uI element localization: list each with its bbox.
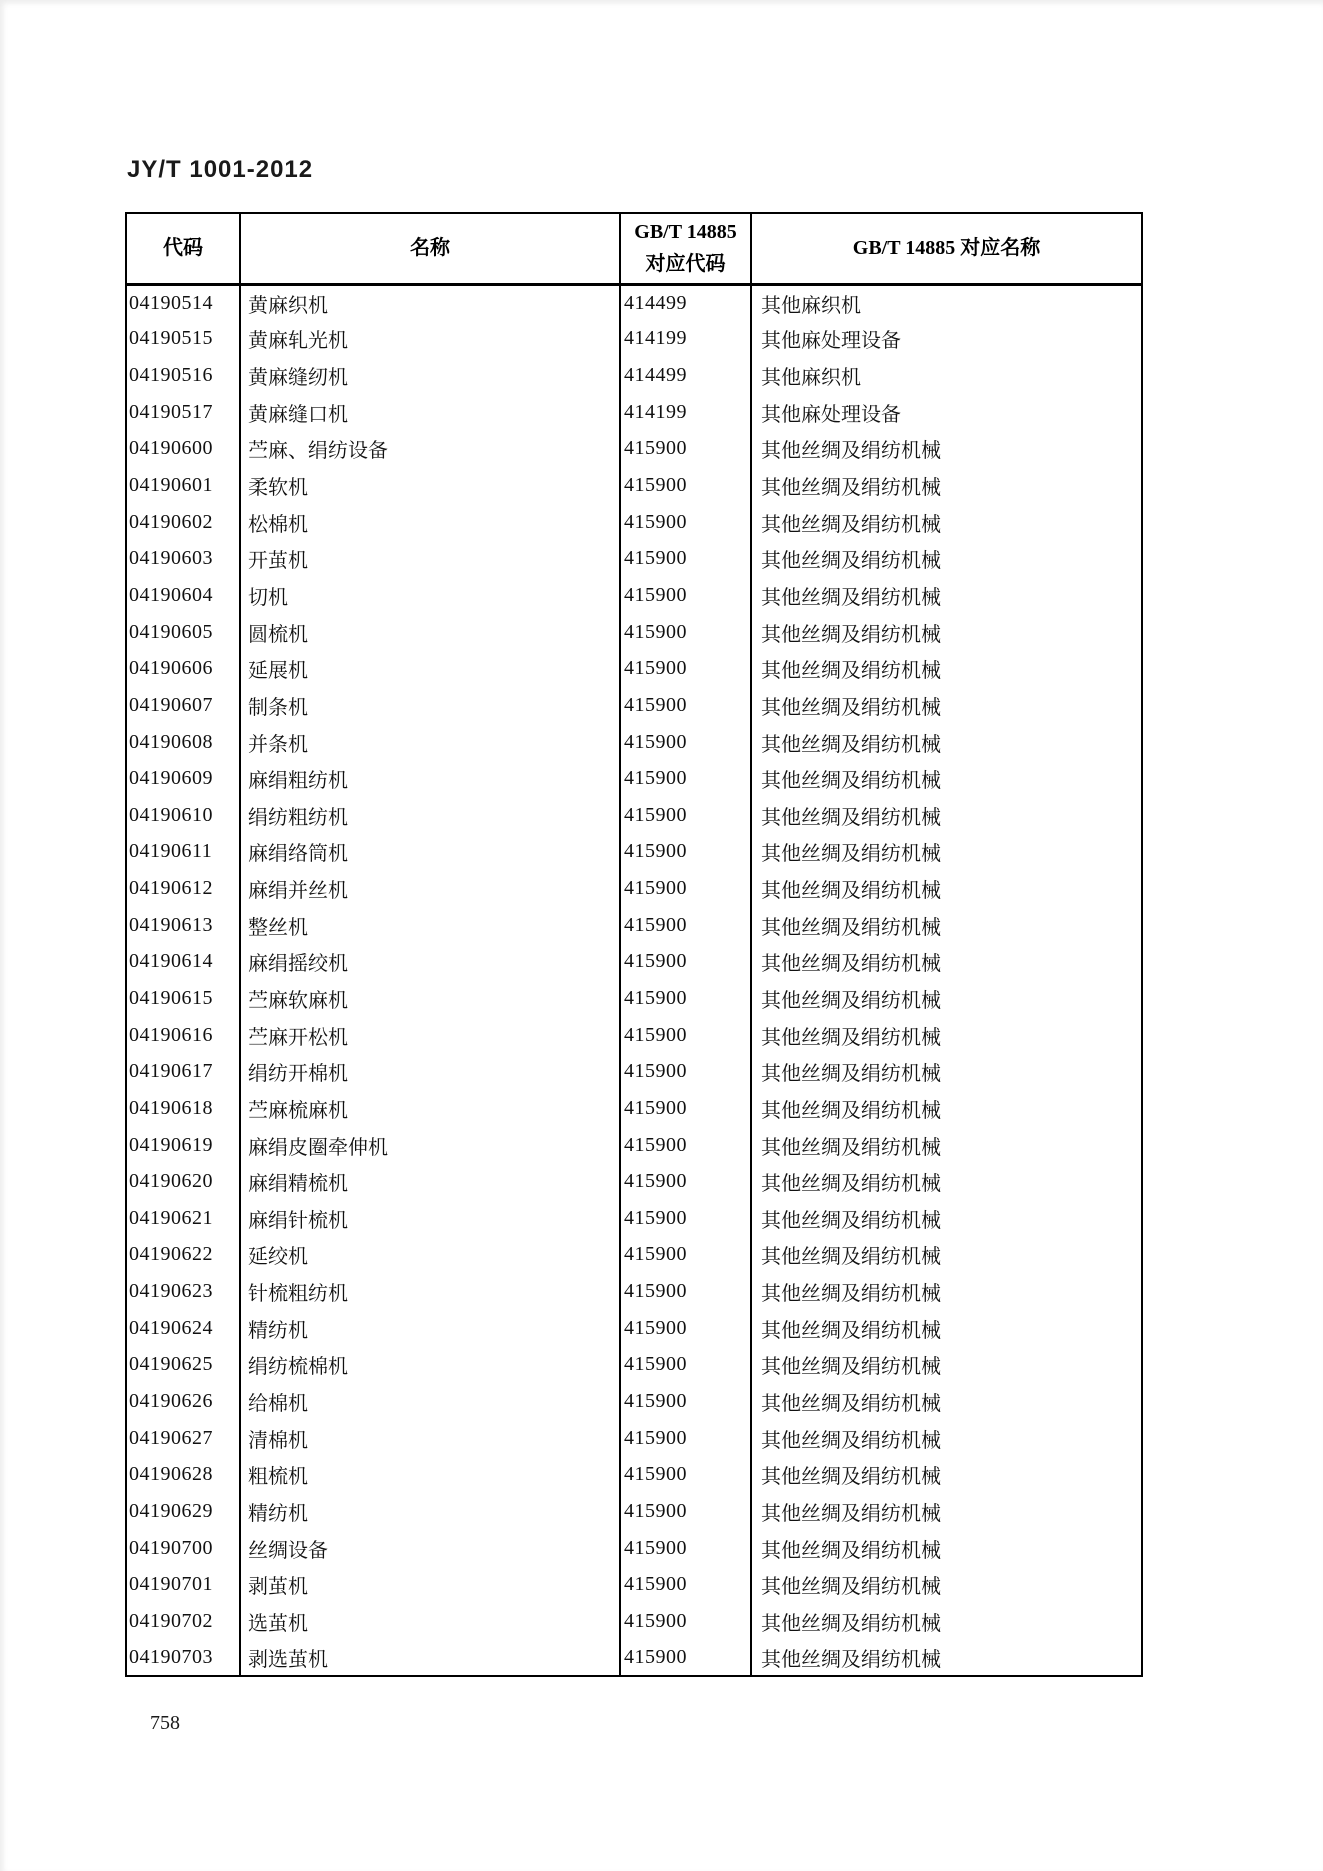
cell-gbt-name: 其他丝绸及绢纺机械: [751, 1383, 1142, 1420]
cell-name: 苎麻、绢纺设备: [240, 431, 620, 468]
cell-gbt-name: 其他麻织机: [751, 357, 1142, 394]
table-row: [126, 1237, 1142, 1274]
cell-code: 04190623: [126, 1273, 240, 1310]
cell-code: 04190514: [126, 284, 240, 321]
cell-name: 绢纺梳棉机: [240, 1347, 620, 1384]
cell-code: 04190515: [126, 321, 240, 358]
table-row: [126, 1457, 1142, 1494]
table-row: [126, 834, 1142, 871]
cell-name: 黄麻缝口机: [240, 394, 620, 431]
cell-gbt-code: 415900: [620, 724, 751, 761]
doc-code-heading: JY/T 1001-2012: [127, 156, 314, 183]
cell-code: 04190611: [126, 834, 240, 871]
cell-gbt-code: 415900: [620, 907, 751, 944]
cell-name: 苎麻软麻机: [240, 980, 620, 1017]
cell-gbt-name: 其他麻处理设备: [751, 394, 1142, 431]
cell-gbt-name: 其他丝绸及绢纺机械: [751, 1493, 1142, 1530]
cell-gbt-code: 414499: [620, 284, 751, 321]
cell-name: 苎麻开松机: [240, 1017, 620, 1054]
cell-code: 04190609: [126, 760, 240, 797]
cell-code: 04190703: [126, 1640, 240, 1677]
cell-code: 04190617: [126, 1053, 240, 1090]
table-row: [126, 760, 1142, 797]
cell-gbt-name: 其他丝绸及绢纺机械: [751, 760, 1142, 797]
cell-name: 苎麻梳麻机: [240, 1090, 620, 1127]
cell-name: 柔软机: [240, 467, 620, 504]
cell-code: 04190702: [126, 1603, 240, 1640]
cell-name: 麻绢络筒机: [240, 834, 620, 871]
table-row: [126, 870, 1142, 907]
table-row: [126, 1310, 1142, 1347]
cell-code: 04190627: [126, 1420, 240, 1457]
table-row: [126, 1566, 1142, 1603]
cell-name: 绢纺开棉机: [240, 1053, 620, 1090]
cell-gbt-name: 其他丝绸及绢纺机械: [751, 1566, 1142, 1603]
table-header-row: [126, 213, 1142, 284]
cell-gbt-code: 415900: [620, 1200, 751, 1237]
cell-code: 04190610: [126, 797, 240, 834]
cell-code: 04190606: [126, 650, 240, 687]
cell-code: 04190616: [126, 1017, 240, 1054]
table-row: [126, 321, 1142, 358]
cell-gbt-name: 其他丝绸及绢纺机械: [751, 834, 1142, 871]
cell-gbt-code: 415900: [620, 1603, 751, 1640]
cell-name: 清棉机: [240, 1420, 620, 1457]
cell-gbt-name: 其他丝绸及绢纺机械: [751, 1457, 1142, 1494]
table-row: [126, 1273, 1142, 1310]
cell-gbt-name: 其他丝绸及绢纺机械: [751, 1053, 1142, 1090]
cell-code: 04190629: [126, 1493, 240, 1530]
cell-name: 黄麻轧光机: [240, 321, 620, 358]
cell-code: 04190612: [126, 870, 240, 907]
cell-gbt-name: 其他丝绸及绢纺机械: [751, 687, 1142, 724]
cell-gbt-code: 415900: [620, 1420, 751, 1457]
table-row: [126, 1163, 1142, 1200]
cell-name: 麻绢针梳机: [240, 1200, 620, 1237]
cell-gbt-code: 415900: [620, 797, 751, 834]
table-row: [126, 1347, 1142, 1384]
table-row: [126, 357, 1142, 394]
cell-code: 04190626: [126, 1383, 240, 1420]
cell-name: 整丝机: [240, 907, 620, 944]
cell-code: 04190618: [126, 1090, 240, 1127]
cell-code: 04190624: [126, 1310, 240, 1347]
cell-gbt-name: 其他丝绸及绢纺机械: [751, 1273, 1142, 1310]
table-row: [126, 1200, 1142, 1237]
cell-code: 04190517: [126, 394, 240, 431]
cell-gbt-code: 415900: [620, 1640, 751, 1677]
cell-name: 丝绸设备: [240, 1530, 620, 1567]
cell-gbt-name: 其他丝绸及绢纺机械: [751, 980, 1142, 1017]
cell-gbt-name: 其他丝绸及绢纺机械: [751, 1603, 1142, 1640]
table-row: [126, 540, 1142, 577]
cell-gbt-name: 其他丝绸及绢纺机械: [751, 907, 1142, 944]
cell-code: 04190602: [126, 504, 240, 541]
cell-gbt-code: 415900: [620, 1163, 751, 1200]
cell-name: 麻绢粗纺机: [240, 760, 620, 797]
cell-gbt-code: 415900: [620, 1493, 751, 1530]
table-row: [126, 724, 1142, 761]
cell-name: 精纺机: [240, 1310, 620, 1347]
cell-name: 麻绢皮圈牵伸机: [240, 1127, 620, 1164]
cell-code: 04190516: [126, 357, 240, 394]
cell-gbt-code: 415900: [620, 1347, 751, 1384]
table-row: [126, 1530, 1142, 1567]
page-number: 758: [150, 1712, 180, 1734]
cell-gbt-code: 415900: [620, 1273, 751, 1310]
cell-code: 04190628: [126, 1457, 240, 1494]
cell-gbt-name: 其他丝绸及绢纺机械: [751, 1530, 1142, 1567]
table-row: [126, 1053, 1142, 1090]
cell-name: 延展机: [240, 650, 620, 687]
cell-gbt-code: 415900: [620, 944, 751, 981]
cell-code: 04190701: [126, 1566, 240, 1603]
cell-name: 给棉机: [240, 1383, 620, 1420]
cell-name: 精纺机: [240, 1493, 620, 1530]
cell-gbt-code: 415900: [620, 834, 751, 871]
cell-gbt-name: 其他丝绸及绢纺机械: [751, 944, 1142, 981]
cell-code: 04190607: [126, 687, 240, 724]
table-row: [126, 1017, 1142, 1054]
code-mapping-table: [125, 212, 1143, 1677]
cell-name: 粗梳机: [240, 1457, 620, 1494]
cell-code: 04190608: [126, 724, 240, 761]
cell-gbt-code: 415900: [620, 1383, 751, 1420]
cell-name: 针梳粗纺机: [240, 1273, 620, 1310]
header-gbt-name: GB/T 14885 对应名称: [751, 213, 1142, 284]
cell-gbt-code: 415900: [620, 1566, 751, 1603]
cell-gbt-name: 其他丝绸及绢纺机械: [751, 1163, 1142, 1200]
cell-gbt-code: 415900: [620, 1237, 751, 1274]
cell-gbt-name: 其他丝绸及绢纺机械: [751, 1237, 1142, 1274]
table-row: [126, 394, 1142, 431]
cell-gbt-name: 其他丝绸及绢纺机械: [751, 1347, 1142, 1384]
cell-name: 绢纺粗纺机: [240, 797, 620, 834]
cell-gbt-name: 其他麻处理设备: [751, 321, 1142, 358]
cell-gbt-name: 其他丝绸及绢纺机械: [751, 540, 1142, 577]
cell-gbt-name: 其他丝绸及绢纺机械: [751, 1127, 1142, 1164]
table-row: [126, 907, 1142, 944]
cell-code: 04190619: [126, 1127, 240, 1164]
table-row: [126, 1603, 1142, 1640]
cell-gbt-code: 415900: [620, 1090, 751, 1127]
cell-code: 04190622: [126, 1237, 240, 1274]
cell-name: 并条机: [240, 724, 620, 761]
cell-gbt-code: 414499: [620, 357, 751, 394]
cell-name: 剥茧机: [240, 1566, 620, 1603]
cell-gbt-code: 414199: [620, 394, 751, 431]
cell-name: 延绞机: [240, 1237, 620, 1274]
header-name: 名称: [240, 213, 620, 284]
cell-code: 04190603: [126, 540, 240, 577]
cell-gbt-code: 415900: [620, 504, 751, 541]
header-gbt-code-line1: GB/T 14885: [634, 221, 737, 244]
cell-gbt-name: 其他丝绸及绢纺机械: [751, 724, 1142, 761]
table-row: [126, 1640, 1142, 1677]
table-row: [126, 577, 1142, 614]
table-row: [126, 284, 1142, 321]
cell-gbt-code: 415900: [620, 431, 751, 468]
cell-code: 04190625: [126, 1347, 240, 1384]
table-row: [126, 504, 1142, 541]
cell-gbt-name: 其他丝绸及绢纺机械: [751, 1420, 1142, 1457]
cell-gbt-name: 其他丝绸及绢纺机械: [751, 467, 1142, 504]
cell-name: 圆梳机: [240, 614, 620, 651]
cell-gbt-name: 其他丝绸及绢纺机械: [751, 1017, 1142, 1054]
cell-gbt-name: 其他丝绸及绢纺机械: [751, 577, 1142, 614]
cell-gbt-name: 其他丝绸及绢纺机械: [751, 431, 1142, 468]
table-row: [126, 614, 1142, 651]
cell-gbt-code: 415900: [620, 1530, 751, 1567]
cell-name: 麻绢精梳机: [240, 1163, 620, 1200]
cell-gbt-name: 其他丝绸及绢纺机械: [751, 1200, 1142, 1237]
cell-gbt-code: 415900: [620, 467, 751, 504]
table-row: [126, 980, 1142, 1017]
cell-gbt-code: 415900: [620, 870, 751, 907]
cell-gbt-name: 其他麻织机: [751, 284, 1142, 321]
table-row: [126, 467, 1142, 504]
cell-code: 04190700: [126, 1530, 240, 1567]
cell-gbt-name: 其他丝绸及绢纺机械: [751, 1640, 1142, 1677]
cell-code: 04190621: [126, 1200, 240, 1237]
cell-code: 04190614: [126, 944, 240, 981]
cell-gbt-name: 其他丝绸及绢纺机械: [751, 797, 1142, 834]
cell-gbt-code: 415900: [620, 1053, 751, 1090]
table-row: [126, 1127, 1142, 1164]
cell-code: 04190604: [126, 577, 240, 614]
cell-name: 麻绢并丝机: [240, 870, 620, 907]
table-row: [126, 431, 1142, 468]
cell-code: 04190620: [126, 1163, 240, 1200]
cell-gbt-code: 415900: [620, 760, 751, 797]
header-gbt-code: [620, 213, 751, 284]
cell-gbt-name: 其他丝绸及绢纺机械: [751, 1090, 1142, 1127]
cell-name: 剥选茧机: [240, 1640, 620, 1677]
cell-name: 选茧机: [240, 1603, 620, 1640]
cell-gbt-name: 其他丝绸及绢纺机械: [751, 870, 1142, 907]
cell-gbt-code: 415900: [620, 1310, 751, 1347]
table-row: [126, 1420, 1142, 1457]
table-row: [126, 797, 1142, 834]
cell-code: 04190615: [126, 980, 240, 1017]
cell-name: 松棉机: [240, 504, 620, 541]
table-row: [126, 1493, 1142, 1530]
cell-gbt-code: 415900: [620, 1457, 751, 1494]
cell-name: 黄麻缝纫机: [240, 357, 620, 394]
cell-gbt-code: 415900: [620, 540, 751, 577]
cell-gbt-code: 415900: [620, 1127, 751, 1164]
table-row: [126, 944, 1142, 981]
cell-gbt-code: 415900: [620, 614, 751, 651]
cell-gbt-code: 415900: [620, 1017, 751, 1054]
cell-gbt-name: 其他丝绸及绢纺机械: [751, 504, 1142, 541]
header-gbt-code-line2: 对应代码: [645, 253, 726, 276]
cell-gbt-name: 其他丝绸及绢纺机械: [751, 1310, 1142, 1347]
cell-gbt-code: 415900: [620, 687, 751, 724]
cell-code: 04190605: [126, 614, 240, 651]
cell-gbt-name: 其他丝绸及绢纺机械: [751, 650, 1142, 687]
cell-name: 麻绢摇绞机: [240, 944, 620, 981]
header-code: 代码: [126, 213, 240, 284]
cell-gbt-code: 415900: [620, 577, 751, 614]
cell-name: 制条机: [240, 687, 620, 724]
cell-gbt-name: 其他丝绸及绢纺机械: [751, 614, 1142, 651]
cell-name: 黄麻织机: [240, 284, 620, 321]
cell-code: 04190613: [126, 907, 240, 944]
table-row: [126, 1090, 1142, 1127]
cell-gbt-code: 414199: [620, 321, 751, 358]
table-row: [126, 650, 1142, 687]
cell-code: 04190600: [126, 431, 240, 468]
cell-name: 开茧机: [240, 540, 620, 577]
cell-code: 04190601: [126, 467, 240, 504]
cell-gbt-code: 415900: [620, 980, 751, 1017]
cell-name: 切机: [240, 577, 620, 614]
cell-gbt-code: 415900: [620, 650, 751, 687]
table-row: [126, 1383, 1142, 1420]
table-row: [126, 687, 1142, 724]
